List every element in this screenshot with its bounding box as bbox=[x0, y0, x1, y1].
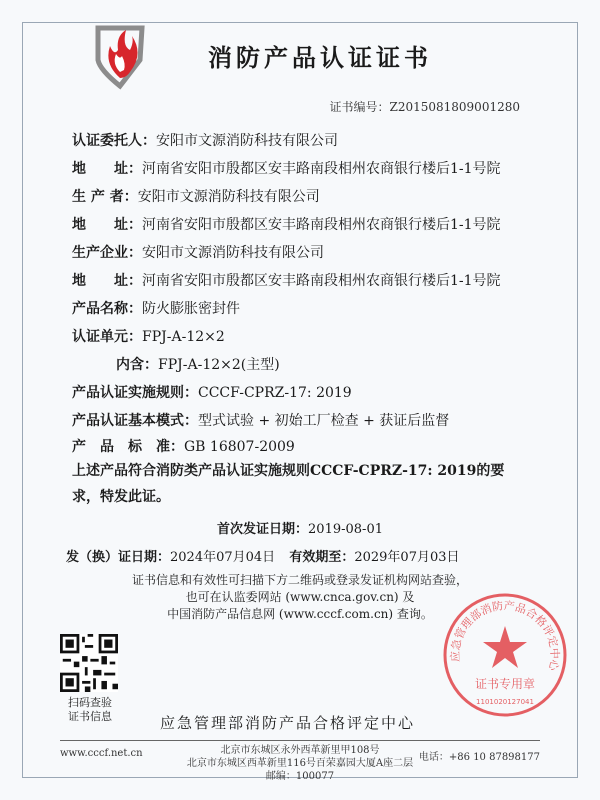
cert-unit-row bbox=[72, 326, 225, 346]
qr-caption bbox=[56, 696, 124, 724]
standard-label: 产 品 标 准： bbox=[72, 439, 184, 455]
applicant-address-label: 地 址： bbox=[72, 161, 142, 177]
seal-code: 1101020127041 bbox=[476, 698, 534, 706]
rule-label: 产品认证实施规则： bbox=[72, 385, 198, 401]
standard-value: GB 16807-2009 bbox=[184, 439, 295, 455]
footer-phone: 电话：+86 10 87898177 bbox=[418, 752, 540, 763]
valid-until-value: 2029年07月03日 bbox=[354, 550, 460, 565]
cert-unit-label: 认证单元： bbox=[72, 329, 142, 345]
contains-value: FPJ-A-12×2(主型) bbox=[158, 357, 280, 373]
mode-row bbox=[72, 410, 449, 430]
certificate-number-value: Z2015081809001280 bbox=[389, 100, 520, 114]
issue-date-row bbox=[66, 546, 460, 565]
qr-code[interactable] bbox=[60, 634, 118, 692]
factory-address-row bbox=[72, 270, 501, 290]
footer-postcode: 邮编：100077 bbox=[265, 771, 335, 782]
certificate-number-label: 证书编号： bbox=[329, 100, 390, 114]
maker-address-value: 河南省安阳市殷都区安丰路南段相州农商银行楼后1-1号院 bbox=[142, 217, 501, 233]
mode-label: 产品认证基本模式： bbox=[72, 413, 198, 429]
applicant-value: 安阳市文源消防科技有限公司 bbox=[156, 133, 338, 149]
issuing-agency: 应急管理部消防产品合格评定中心 bbox=[160, 714, 416, 732]
factory-row bbox=[72, 242, 324, 262]
product-name-value: 防火膨胀密封件 bbox=[142, 301, 240, 317]
cert-unit-value: FPJ-A-12×2 bbox=[142, 329, 225, 345]
factory-value: 安阳市文源消防科技有限公司 bbox=[142, 245, 324, 261]
certificate-number bbox=[329, 98, 520, 115]
product-name-row bbox=[72, 298, 240, 318]
note-line: 证书信息和有效性可扫描下方二维码或登录发证机构网站查验， bbox=[131, 573, 468, 587]
maker-label: 生 产 者： bbox=[72, 189, 138, 205]
factory-address-label: 地 址： bbox=[72, 273, 142, 289]
applicant-label: 认证委托人： bbox=[72, 133, 156, 149]
issue-date-value: 2024年07月04日 bbox=[170, 550, 276, 565]
maker-address-row bbox=[72, 214, 501, 234]
maker-row bbox=[72, 186, 320, 206]
first-issue-date bbox=[0, 518, 600, 537]
product-name-label: 产品名称： bbox=[72, 301, 142, 317]
certificate-title: 消防产品认证证书 bbox=[208, 43, 432, 72]
contains-row bbox=[116, 354, 280, 374]
qr-caption-line: 证书信息 bbox=[68, 710, 112, 723]
applicant-address-value: 河南省安阳市殷都区安丰路南段相州农商银行楼后1-1号院 bbox=[142, 161, 501, 177]
factory-address-value: 河南省安阳市殷都区安丰路南段相州农商银行楼后1-1号院 bbox=[142, 273, 501, 289]
official-seal-icon bbox=[440, 590, 570, 720]
footer-address-line: 北京市东城区西革新里116号百荣嘉园大厦A座二层 bbox=[186, 758, 414, 769]
note-line: 也可在认监委网站 (www.cnca.gov.cn) 及 bbox=[185, 590, 415, 604]
applicant-address-row bbox=[72, 158, 501, 178]
factory-label: 生产企业： bbox=[72, 245, 142, 261]
seal-arc-text: 应急管理部消防产品合格评定中心 bbox=[448, 599, 562, 672]
issue-date-label: 发（换）证日期： bbox=[66, 550, 171, 565]
conformity-statement: 上述产品符合消防类产品认证实施规则CCCF-CPRZ-17: 2019的要求，特发此证。 bbox=[72, 463, 505, 505]
footer-website[interactable]: www.cccf.net.cn bbox=[60, 748, 143, 759]
standard-row bbox=[72, 436, 295, 456]
applicant-row bbox=[72, 130, 338, 150]
valid-until-label: 有效期至： bbox=[289, 550, 355, 565]
note-line: 中国消防产品信息网 (www.cccf.com.cn) 查询。 bbox=[167, 607, 433, 621]
first-issue-value: 2019-08-01 bbox=[308, 522, 383, 537]
rule-row bbox=[72, 382, 352, 402]
maker-address-label: 地 址： bbox=[72, 217, 142, 233]
first-issue-label: 首次发证日期： bbox=[217, 522, 309, 537]
rule-value: CCCF-CPRZ-17: 2019 bbox=[198, 385, 352, 401]
qr-caption-line: 扫码查验 bbox=[68, 696, 112, 709]
contains-label: 内含： bbox=[116, 357, 158, 373]
seal-center-text: 证书专用章 bbox=[474, 677, 536, 691]
footer-address-line: 北京市东城区永外西革新里甲108号 bbox=[220, 745, 380, 756]
mode-value: 型式试验 + 初始工厂检查 + 获证后监督 bbox=[198, 413, 450, 429]
footer-divider bbox=[60, 740, 540, 741]
maker-value: 安阳市文源消防科技有限公司 bbox=[137, 189, 320, 205]
